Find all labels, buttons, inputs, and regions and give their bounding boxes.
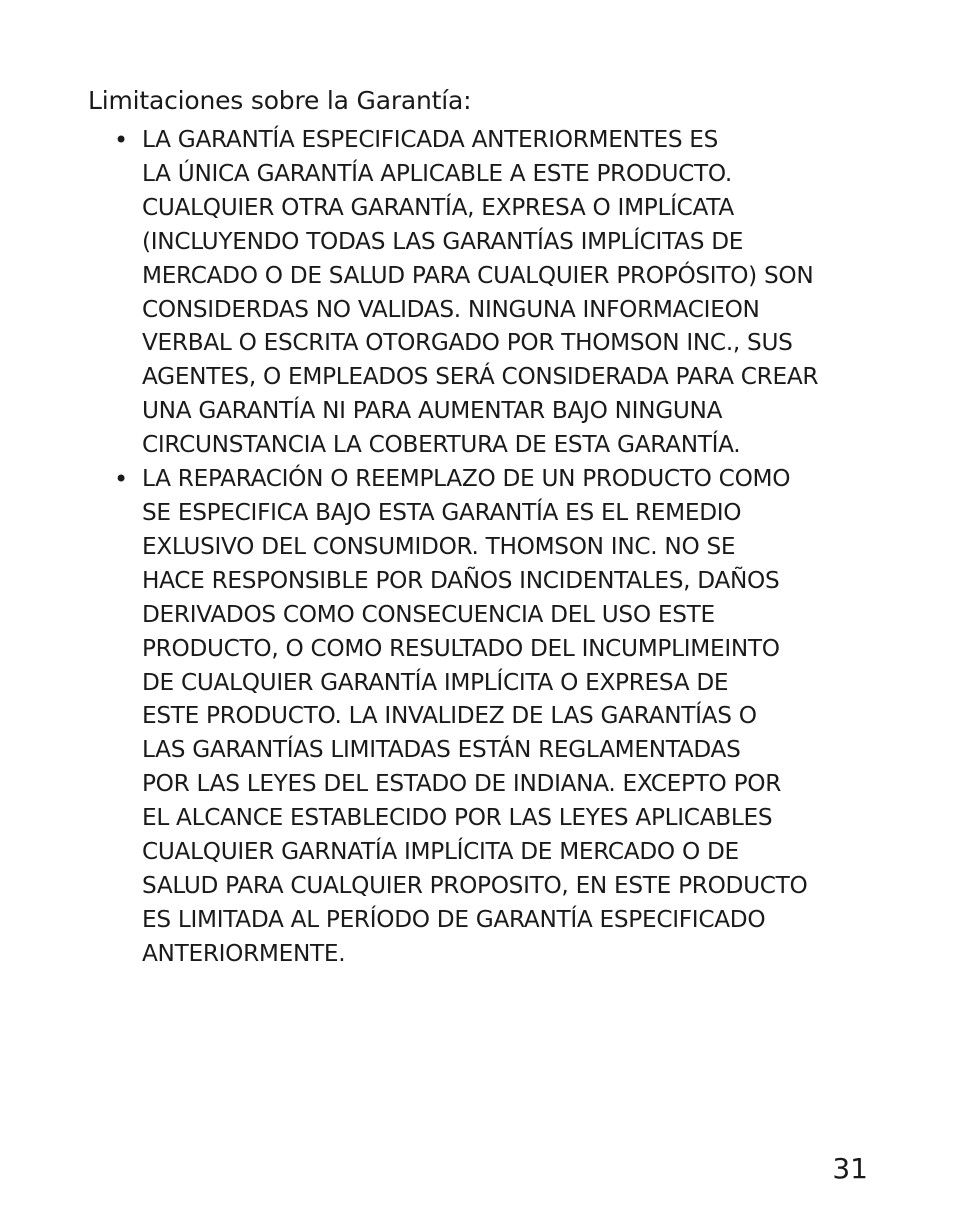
list-item-line: LA REPARACIÓN O REEMPLAZO DE UN PRODUCTO COMO [142, 465, 791, 493]
bullet-icon: • [114, 126, 129, 154]
list-item-line: AGENTES, O EMPLEADOS SERÁ CONSIDERADA PARA CREAR [142, 363, 819, 391]
section-heading: Limitaciones sobre la Garantía: [88, 86, 472, 115]
list-item-line: ESTE PRODUCTO. LA INVALIDEZ DE LAS GARANTÍAS O [142, 702, 757, 730]
list-item-line: SE ESPECIFICA BAJO ESTA GARANTÍA ES EL REMEDIO [142, 498, 742, 526]
list-item [112, 123, 872, 462]
list-item-line: SALUD PARA CUALQUIER PROPOSITO, EN ESTE PRODUCTO [142, 871, 808, 899]
list-item-line: LA ÚNICA GARANTÍA APLICABLE A ESTE PRODUCTO. [142, 159, 733, 187]
warranty-limitations-list [112, 123, 872, 971]
list-item-line: CUALQUIER OTRA GARANTÍA, EXPRESA O IMPLÍCATA [142, 193, 734, 221]
list-item-line: DE CUALQUIER GARANTÍA IMPLÍCITA O EXPRESA DE [142, 668, 729, 696]
list-item-line: LA GARANTÍA ESPECIFICADA ANTERIORMENTES ES [142, 126, 719, 153]
bullet-icon: • [114, 465, 129, 494]
list-item-line: ANTERIORMENTE. [142, 939, 346, 967]
list-item-line: (INCLUYENDO TODAS LAS GARANTÍAS IMPLÍCITAS DE [142, 227, 744, 255]
page-number: 31 [832, 1152, 868, 1185]
list-item-line: EXLUSIVO DEL CONSUMIDOR. THOMSON INC. NO SE [142, 532, 736, 560]
list-item-line: MERCADO O DE SALUD PARA CUALQUIER PROPÓSITO) SON [142, 261, 814, 289]
list-item-line: CUALQUIER GARNATÍA IMPLÍCITA DE MERCADO O DE [142, 838, 739, 866]
list-item-line: PRODUCTO, O COMO RESULTADO DEL INCUMPLIMEINTO [142, 634, 780, 662]
list-item-line: EL ALCANCE ESTABLECIDO POR LAS LEYES APLICABLES [142, 804, 773, 832]
list-item [112, 462, 872, 971]
list-item-line: LAS GARANTÍAS LIMITADAS ESTÁN REGLAMENTADAS [142, 736, 741, 764]
list-item-line: POR LAS LEYES DEL ESTADO DE INDIANA. EXCEPTO POR [142, 770, 782, 798]
list-item-line: VERBAL O ESCRITA OTORGADO POR THOMSON INC., SUS [142, 329, 793, 357]
list-item-line: ES LIMITADA AL PERÍODO DE GARANTÍA ESPECIFICADO [142, 905, 766, 933]
list-item-line: CIRCUNSTANCIA LA COBERTURA DE ESTA GARANTÍA. [142, 431, 741, 459]
list-item-line: UNA GARANTÍA NI PARA AUMENTAR BAJO NINGUNA [142, 397, 723, 425]
list-item-line: DERIVADOS COMO CONSECUENCIA DEL USO ESTE [142, 600, 715, 628]
list-item-line: HACE RESPONSIBLE POR DAÑOS INCIDENTALES, DAÑOS [142, 566, 780, 594]
list-item-line: CONSIDERDAS NO VALIDAS. NINGUNA INFORMACIEON [142, 295, 760, 323]
